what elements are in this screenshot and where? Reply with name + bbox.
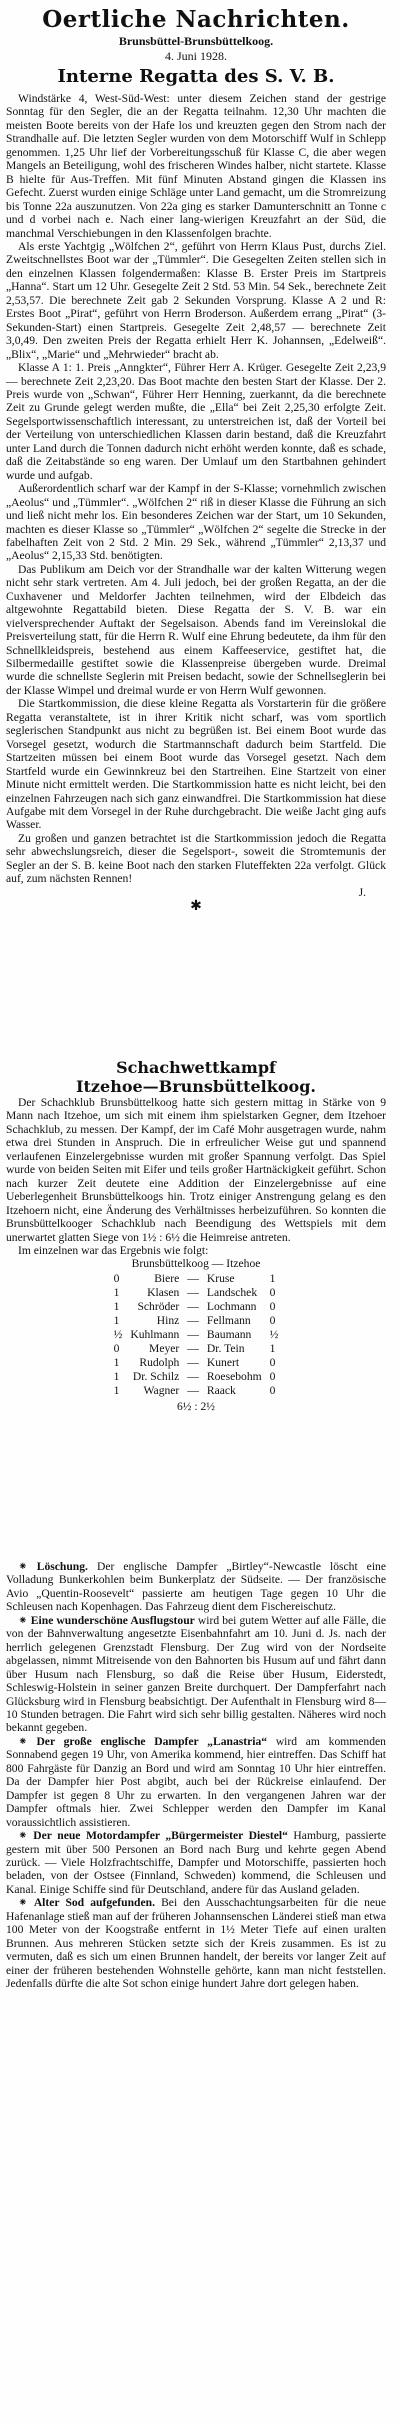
- news-lead: Der große englische Dampfer „Lanastria“: [36, 1734, 268, 1748]
- table-dash: —: [187, 1272, 199, 1286]
- news-text: wird am kommenden Sonnabend gegen 19 Uhr, von Amerika kommend, hier eintreffen. Das Schiff hat 800 Fahrgäste für Danzig an Bord und wird am Sonntag 10 Uhr hier eintreffen. Da der Dampfer hier Post abgibt, auch bei der Rückreise einlaufend. Der Dampfer ist gegen 8 Uhr zu erwarten. In den vergangenen Jahren war der Dampfer oftmals hier. Zwei Schlepper werden den Dampfer im Kanal voraussichtlich assistieren.: [6, 1734, 386, 1829]
- news-text: Der englische Dampfer „Birtley“-Newcastle löscht eine Volladung Bunkerkohlen beim Bunkerplatz der Südseite. — Der französische Avio „Quentin-Roosevelt“ passierte am heutigen Tage gegen 10 Uhr die Schleusen nach Kopenhagen. Das Fahrzeug dient dem Fischereischutz.: [6, 1560, 386, 1614]
- table-cell-right: Raack: [206, 1384, 236, 1398]
- results-total: 6½ : 2½: [176, 1400, 215, 1414]
- table-cell-left: Kuhlmann: [130, 1328, 180, 1342]
- table-dash: —: [187, 1300, 199, 1314]
- table-dash: —: [187, 1370, 199, 1384]
- table-cell-right: Baumann: [206, 1328, 252, 1342]
- table-cell-left: Schröder: [137, 1300, 180, 1314]
- table-cell-score-left: 0: [113, 1342, 120, 1356]
- table-cell-right: Landschek: [206, 1286, 258, 1300]
- table-cell-score-left: 1: [113, 1286, 120, 1300]
- table-cell-score-right: ½: [269, 1328, 279, 1342]
- table-row: [110, 1328, 283, 1342]
- regatta-article: [6, 92, 386, 915]
- table-cell-left: Rudolph: [139, 1356, 180, 1370]
- table-dash: —: [187, 1328, 199, 1342]
- table-dash: —: [187, 1356, 199, 1370]
- regatta-paragraph: Das Publikum am Deich vor der Strandhalle war der kalten Witterung wegen nicht sehr stark vertreten. Am 4. Juli jedoch, bei der großen Regatta, an der die Cuxhavener und Meldorfer Jachten teilnehmen, wird der Elbdeich das altgewohnte Regattabild bieten. Diese Regatta der S. V. B. war ein vielversprechender Auftakt der Segelsaison. Abends fand im Vereinslokal die Preisverteilung statt, für die Herrn R. Wulf eine Ehrung bedeutete, da ihm für den Schnellkleidspreis, bestehend aus einem Kaffeeservice, gestiftet hat, die Silbermedaille gestiftet sowie die Klassenpreise übergeben wurde. Dreimal wurde die schnellste Seglerin mit Preisen bedacht, sowie der Schnellseglerin bei der Klasse Wimpel und dreimal wurde er von Herrn Wulf gewonnen.: [6, 562, 386, 697]
- separator-asterisk: ✱: [190, 899, 202, 915]
- table-cell-right: Kunert: [206, 1356, 240, 1370]
- regatta-paragraph: Die Startkommission, die diese kleine Regatta als Vorstarterin für die größere Regatta veranstaltete, ist in ihrer Kritik nicht scharf, was vom sportlich seglerischen Standpunkt aus nicht zu begrüßen ist. Bei einem Boot wurde das Vorsegel gesetzt, wodurch die Startmannschaft dadurch beim Startfeld. Die Startzeiten müssen bei einem Boot wurde das Vorsegel gesetzt. Nach dem Startfeld wurde ein Gewinnkreuz bei den Startreihen. Eine Startzeit von einer Minute nicht ermittelt werden. Die Startkommission hatte es nicht leicht, bei den einzelnen Fahrzeugen nach sich ganz einwandfrei. Die Startkommission hat diese Aufgabe mit dem Vorsegel in der Ruhe durchgebracht. Die weiße Jacht ging aufs Wasser.: [6, 697, 386, 832]
- table-cell-left: Hinz: [156, 1314, 180, 1328]
- table-cell-score-left: 1: [113, 1370, 120, 1384]
- table-cell-score-left: 1: [113, 1314, 120, 1328]
- regatta-paragraph: Als erste Yachtgig „Wölfchen 2“, geführt von Herrn Klaus Pust, durchs Ziel. Zweitschnellstes Boot war der „Tümmler“. Die Gesegelten Zeiten stellen sich in den einzelnen Klassen folgendermaßen: Klasse B. Erster Preis im Startpreis „Hanna“. Start um 12 Uhr. Gesegelte Zeit 2 Std. 53 Min. 54 Sek., berechnete Zeit 2,53,57. Die berechnete Zeit gab 2 Sekunden Vorsprung. Klasse A 2 und R: Erstes Boot „Pirat“, geführt von Herrn Broderson. Außerdem errang „Pirat“ (3-Sekunden-Start) einen Startpreis. Gesegelte Zeit 2,48,57 — berechnete Zeit 3,0,49. Den zweiten Preis der Regatta erhielt Herr K. Johannsen, „Edelweiß“. „Blix“, „Marie“ und „Mehrwieder“ bracht ab.: [6, 239, 386, 361]
- table-cell-right: Roesebohm: [206, 1370, 262, 1384]
- local-news: [6, 1560, 386, 1991]
- table-cell-score-right: 0: [269, 1356, 276, 1370]
- table-cell-score-left: ½: [113, 1328, 123, 1342]
- table-dash: —: [187, 1314, 199, 1328]
- news-lead: Löschung.: [36, 1560, 88, 1573]
- regatta-paragraph: Außerordentlich scharf war der Kampf in der S-Klasse; vornehmlich zwischen „Aeolus“ und „Tümmler“. „Wölfchen 2“ riß in dieser Klasse die Führung an sich und ließ nicht mehr los. Ein besonderes Zeichen war der Start, um 10 Sekunden, machten es dieser Klasse so „Tümmler“ „Wölfchen 2“ segelte die Strecke in der fabelhaften Zeit von 2 Std. 2 Min. 29 Sek., während „Tümmler“ 2,13,37 und „Aeolus“ 2,15,33 Std. benötigten.: [6, 482, 386, 563]
- table-row: [110, 1384, 283, 1398]
- table-cell-score-right: 0: [269, 1314, 276, 1328]
- table-cell-score-right: 0: [269, 1384, 276, 1398]
- table-cell-right: Fellmann: [206, 1314, 251, 1328]
- table-dash: —: [187, 1286, 199, 1300]
- news-lead: Der neue Motordampfer „Bürgermeister Diestel“: [33, 1829, 288, 1843]
- table-cell-left: Wagner: [143, 1384, 180, 1398]
- table-cell-right: Kruse: [206, 1272, 235, 1286]
- news-item: ⁕ Löschung. Der englische Dampfer „Birtley“-Newcastle löscht eine Volladung Bunkerkohlen beim Bunkerplatz der Südseite. — Der französische Avio „Quentin-Roosevelt“ passierte am heutigen Tage gegen 10 Uhr die Schleusen nach Kopenhagen. Das Fahrzeug dient dem Fischereischutz.: [6, 1560, 386, 1614]
- table-row: [110, 1300, 283, 1314]
- table-row: [110, 1356, 283, 1370]
- results-table: [110, 1272, 283, 1398]
- news-item: ⁕ Alter Sod aufgefunden. Bei den Ausschachtungsarbeiten für die neue Hafenanlage stieß man auf der früheren Johannsenschen Länderei stieß man etwa 100 Meter von der Koogstraße entfernt in 1½ Meter Tiefe auf einen uralten Brunnen. Aus mehreren Stücken setzte sich der Kreis zusammen. Es ist zu vermuten, daß es sich um einen Brunnen handelt, der bereits vor langer Zeit auf einer der früheren bestehenden Wohnstelle gehörte, kann man nicht feststellen. Jedenfalls dürfte die alte Sot schon einige hundert Jahre dort gelegen haben.: [6, 1896, 386, 1991]
- table-cell-score-left: 1: [113, 1356, 120, 1370]
- regatta-heading: Interne Regatta des S. V. B.: [57, 66, 335, 87]
- table-cell-score-right: 0: [269, 1370, 276, 1384]
- table-cell-score-left: 1: [113, 1384, 120, 1398]
- regatta-paragraph: Klasse A 1: 1. Preis „Anngkter“, Führer Herr A. Krüger. Gesegelte Zeit 2,23,9 — berechnete Zeit 2,23,20. Das Boot machte den besten Start der Klasse. Der 2. Preis wurde von „Schwan“, Führer Herr Henning, zuerkannt, da die berechnete Zeit zu Grunde gelegt werden mußte, die „Ella“ bei Zeit 2,25,30 erfolgte Zeit. Segelsportwissenschaftlich interessant, zu unterstreichen ist, daß der Vorteil bei der Verteilung von unterschiedlichen Klassen darin bestand, daß die Kreuzfahrt unter Land durch die Tonnen dadurch nicht erhöht werden konnte, daß es schade, daß die Zeitabstände so eng waren. Der Umlauf um den Startbahnen gehindert wurde und aufgab.: [6, 361, 386, 482]
- table-row: [110, 1370, 283, 1384]
- news-text: wird bei gutem Wetter auf alle Fälle, die von der Bahnverwaltung angesetzte Eisenbahnfahrt am 10. Juni d. Js. nach der herrlich gelegenen Grenzstadt Flensburg. Der Zug wird von der Nordseite abgelassen, nimmt Mitreisende von den Bahnorten bis Husum auf und fährt dann über Husum nach Flensburg, so daß die Reise über Husum, Eiderstedt, Schleswig-Holstein in seiner ganzen Breite durchquert. Der Dampferfahrt nach Glücksburg wird in Flensburg beabsichtigt. Der Aufenthalt in Flensburg wird 8—10 Stunden betragen. Die Fahrt wird sich sehr billig gestalten. Näheres wird noch bekannt gegeben.: [6, 1613, 386, 1735]
- table-cell-right: Dr. Tein: [206, 1342, 245, 1356]
- table-cell-left: Dr. Schilz: [132, 1370, 180, 1384]
- news-item: ⁕ Eine wunderschöne Ausflugstour wird bei gutem Wetter auf alle Fälle, die von der Bahnverwaltung angesetzte Eisenbahnfahrt am 10. Juni d. Js. nach der herrlich gelegenen Grenzstadt Flensburg. Der Zug wird von der Nordseite abgelassen, nimmt Mitreisende von den Bahnorten bis Husum auf und fährt dann über Husum nach Flensburg, so daß die Reise über Husum, Eiderstedt, Schleswig-Holstein in seiner ganzen Breite durchquert. Der Dampferfahrt nach Glücksburg wird in Flensburg beabsichtigt. Der Aufenthalt in Flensburg wird 8—10 Stunden betragen. Die Fahrt wird sich sehr billig gestalten. Näheres wird noch bekannt gegeben.: [6, 1613, 386, 1735]
- table-row: [110, 1314, 283, 1328]
- news-text: Bei den Ausschachtungsarbeiten für die neue Hafenanlage stieß man auf der früheren Johannsenschen Länderei stieß man etwa 100 Meter von der Koogstraße entfernt in 1½ Meter Tiefe auf einen uralten Brunnen. Aus mehreren Stücken setzte sich der Kreis zusammen. Es ist zu vermuten, daß es sich um einen Brunnen handelt, der bereits vor langer Zeit auf einer der früheren bestehenden Wohnstelle gehörte, kann man nicht feststellen. Jedenfalls dürfte die alte Sot schon einige hundert Jahre dort gelegen haben.: [6, 1896, 386, 1991]
- news-text: Hamburg, passierte gestern mit über 500 Personen an Bord nach Burg und kehrte gegen Abend zurück. — Viele Holzfrachtschiffe, Dampfer und Motorschiffe, passierten hoch beladen, von der Ostsee (Finnland, Schweden) kommend, die Schleusen und Kanal. Einige Schiffe sind für Deutschland, andere für das Ausland geladen.: [6, 1829, 386, 1896]
- table-cell-left: Klasen: [147, 1286, 180, 1300]
- issue-date: 4. Juni 1928.: [164, 49, 227, 63]
- news-item: ⁕ Der große englische Dampfer „Lanastria“ wird am kommenden Sonnabend gegen 19 Uhr, von Amerika kommend, hier eintreffen. Das Schiff hat 800 Fahrgäste für Danzig an Bord und wird am Sonntag 10 Uhr hier eintreffen. Da der Dampfer hier Post abgibt, auch bei der Rückreise einlaufend. Der Dampfer ist gegen 8 Uhr zu erwarten. In den vergangenen Jahren war der Dampfer oftmals hier. Zwei Schlepper werden den Dampfer im Kanal voraussichtlich assistieren.: [6, 1734, 386, 1829]
- table-cell-score-right: 1: [269, 1272, 276, 1286]
- table-row: [110, 1342, 283, 1356]
- section-masthead: Oertliche Nachrichten.: [42, 6, 350, 33]
- table-row: [110, 1272, 283, 1286]
- chess-heading: Schachwettkampf: [116, 1058, 276, 1077]
- table-cell-right: Lochmann: [206, 1300, 257, 1314]
- table-row: [110, 1286, 283, 1300]
- chess-subheading: Itzehoe—Brunsbüttelkoog.: [76, 1077, 316, 1096]
- subheading: Brunsbüttel-Brunsbüttelkoog.: [118, 34, 274, 48]
- regatta-paragraph: Zu großen und ganzen betrachtet ist die Startkommission jedoch die Regatta sehr abwechslungsreich, dieser die Segelsport-, soweit die Stromtemunis der Segler an der S. B. keine Boot nach den starken Fluteffekten 22a verfolgt. Glück auf, zum nächsten Rennen!: [6, 831, 386, 886]
- chess-article: [6, 1058, 386, 1413]
- news-lead: Alter Sod aufgefunden.: [33, 1896, 155, 1910]
- table-cell-score-left: 1: [113, 1300, 120, 1314]
- table-cell-score-right: 0: [269, 1286, 276, 1300]
- table-cell-score-right: 0: [269, 1300, 276, 1314]
- regatta-signature: J.: [358, 885, 366, 899]
- table-cell-score-left: 0: [113, 1272, 120, 1286]
- table-cell-left: Meyer: [149, 1342, 180, 1356]
- regatta-paragraph: Windstärke 4, West-Süd-West: unter diesem Zeichen stand der gestrige Sonntag für den Segler, die an der Regatta teilnahm. 12,30 Uhr machten die meisten Boote bereits von der Hafe los und kreuzten gegen den Strom nach der Strandhalle auf. Die letzten Segler wurden von dem Motorschiff Wulf in Schlepp genommen. 1,25 Uhr lief der Vorbereitungsschuß für Klasse C, die aber wegen Mangels an Beteiligung, wohl des frischeren Windes halber, nicht startete. Klasse B hielte für Aus-Treffen. Mit fünf Minuten Abstand gingen die Klassen ins Gefecht. Zuerst wurden einige Schläge unter Land gemacht, um die Stromreizung bis Tonne 22a auszunutzen. Von 22a ging es starker Damunterschnitt an Tonne c und d vorbei nach e. Nach einer lang-wierigen Kreuzfahrt an der Süd, die manchmal Verschiebungen in den Klassenfolgen brachte.: [6, 92, 386, 240]
- news-item: ⁕ Der neue Motordampfer „Bürgermeister Diestel“ Hamburg, passierte gestern mit über 500 Personen an Bord nach Burg und kehrte gegen Abend zurück. — Viele Holzfrachtschiffe, Dampfer und Motorschiffe, passierten hoch beladen, von der Ostsee (Finnland, Schweden) kommend, die Schleusen und Kanal. Einige Schiffe sind für Deutschland, andere für das Ausland geladen.: [6, 1829, 386, 1896]
- table-dash: —: [187, 1342, 199, 1356]
- table-cell-left: Biere: [154, 1272, 180, 1286]
- table-dash: —: [187, 1384, 199, 1398]
- news-lead: Eine wunderschöne Ausflugstour: [30, 1613, 195, 1627]
- table-cell-score-right: 1: [269, 1342, 276, 1356]
- chess-paragraph: Im einzelnen war das Ergebnis wie folgt:: [18, 1243, 209, 1257]
- chess-paragraph: Der Schachklub Brunsbüttelkoog hatte sich gestern mittag in Stärke von 9 Mann nach Itzehoe, um sich mit einem ihm spielstarken Gegner, dem Itzehoer Schachklub, zu messen. Der Kampf, der im Café Mohr ausgetragen wurde, nahm etwa drei Stunden in Anspruch. Die in erfreulicher Weise gut und spannend verlaufenen Einzelergebnisse wurden mit großer Spannung verfolgt. Das Spiel wurde von beiden Seiten mit Eifer und teils großer Hartnäckigkeit geführt. Schon nach kurzer Zeit deutete eine Addition der Einzelergebnisse auf eine Ueberlegenheit Brunsbüttelkoogs hin. Trotz einiger Anstrengung gelang es den Itzehoern nicht, eine Änderung des Verhältnisses herbeizuführen. So konnten die Brunsbüttelkooger Schachklub nach Beendigung des Wettspiels mit dem unerwartet glatten Siege von 1½ : 6½ die Heimreise antreten.: [6, 1096, 386, 1244]
- results-table-header: Brunsbüttelkoog — Itzehoe: [131, 1257, 261, 1271]
